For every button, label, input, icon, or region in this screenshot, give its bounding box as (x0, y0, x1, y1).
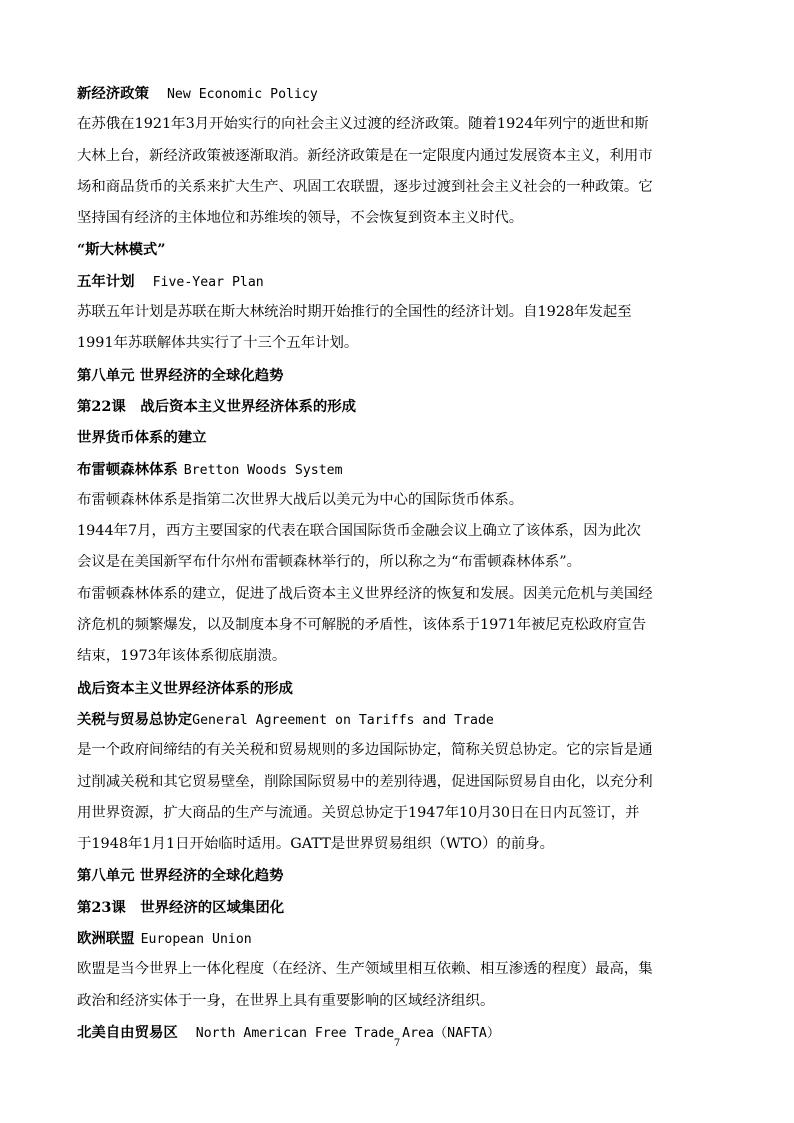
term-en: Five-Year Plan (152, 274, 264, 290)
term-en: New Economic Policy (166, 87, 318, 102)
term-heading-gatt (77, 704, 717, 735)
body-text-line: 济危机的频繁爆发，以及制度本身不可解脱的矛盾性，该体系于1971年被尼克松政府宣告 (77, 617, 647, 634)
body-text-line: 大林上台，新经济政策被逐渐取消。新经济政策是在一定限度内通过发展资本主义，利用市 (77, 147, 653, 164)
body-text-line: 坚持国有经济的主体地位和苏维埃的领导，不会恢复到资本主义时代。 (77, 210, 524, 227)
term-zh: 欧洲联盟 (77, 930, 135, 948)
section-heading: 世界货币体系的建立 (77, 429, 207, 447)
unit-heading: 第八单元 世界经济的全球化趋势 (77, 366, 284, 384)
unit-heading: 第八单元 世界经济的全球化趋势 (77, 867, 284, 885)
term-heading-new-economic-policy (77, 78, 717, 109)
body-text-line: 苏联五年计划是苏联在斯大林统治时期开始推行的全国性的经济计划。自1928年发起至 (77, 304, 632, 321)
term-zh: 五年计划 (77, 272, 135, 290)
section-heading: 战后资本主义世界经济体系的形成 (77, 679, 293, 697)
body-text-line: 结束，1973年该体系彻底崩溃。 (77, 648, 287, 665)
body-text-line: 1944年7月，西方主要国家的代表在联合国国际货币金融会议上确立了该体系，因为此次 (77, 523, 641, 540)
section-heading-stalin-model: “斯大林模式” (77, 241, 166, 259)
body-text-line: 在苏俄在1921年3月开始实行的向社会主义过渡的经济政策。随着1924年列宁的逝世和斯 (77, 116, 649, 133)
body-text-line: 政治和经济实体于一身，在世界上具有重要影响的区域经济组织。 (77, 992, 495, 1009)
page-content (77, 78, 717, 1048)
term-heading-five-year-plan (77, 266, 717, 297)
term-heading-european-union (77, 923, 717, 954)
body-text-line: 于1948年1月1日开始临时适用。GATT是世界贸易组织（WTO）的前身。 (77, 836, 555, 853)
lesson-heading: 第22课 战后资本主义世界经济体系的形成 (77, 397, 357, 415)
term-en: General Agreement on Tariffs and Trade (192, 712, 494, 728)
lesson-heading: 第23课 世界经济的区域集团化 (77, 898, 285, 916)
term-en: Bretton Woods System (183, 462, 343, 478)
body-text-line: 1991年苏联解体共实行了十三个五年计划。 (77, 335, 359, 352)
body-text-line: 欧盟是当今世界上一体化程度（在经济、生产领域里相互依赖、相互渗透的程度）最高，集 (77, 961, 653, 978)
body-text-line: 会议是在美国新罕布什尔州布雷顿森林举行的，所以称之为“布雷顿森林体系”。 (77, 554, 581, 571)
body-text-line: 是一个政府间缔结的有关关税和贸易规则的多边国际协定，简称关贸总协定。它的宗旨是通 (77, 742, 653, 759)
body-text-line: 场和商品货币的关系来扩大生产、巩固工农联盟，逐步过渡到社会主义社会的一种政策。它 (77, 178, 653, 195)
term-en: North American Free Trade Area（NAFTA） (195, 1025, 501, 1041)
body-text-line: 过削减关税和其它贸易壁垒，削除国际贸易中的差别待遇，促进国际贸易自由化，以充分利 (77, 773, 653, 790)
body-text-line: 布雷顿森林体系的建立，促进了战后资本主义世界经济的恢复和发展。因美元危机与美国经 (77, 585, 653, 602)
term-zh: 关税与贸易总协定 (77, 710, 193, 728)
term-zh: 新经济政策 (77, 85, 149, 102)
term-heading-bretton-woods (77, 454, 717, 485)
body-text-line: 布雷顿森林体系是指第二次世界大战后以美元为中心的国际货币体系。 (77, 491, 524, 508)
term-zh: 布雷顿森林体系 (77, 460, 178, 478)
term-en: European Union (140, 932, 252, 948)
page-number: 7 (393, 1038, 401, 1049)
term-zh: 北美自由贸易区 (77, 1023, 178, 1041)
body-text-line: 用世界资源，扩大商品的生产与流通。关贸总协定于1947年10月30日在日内瓦签订，并 (77, 804, 640, 821)
